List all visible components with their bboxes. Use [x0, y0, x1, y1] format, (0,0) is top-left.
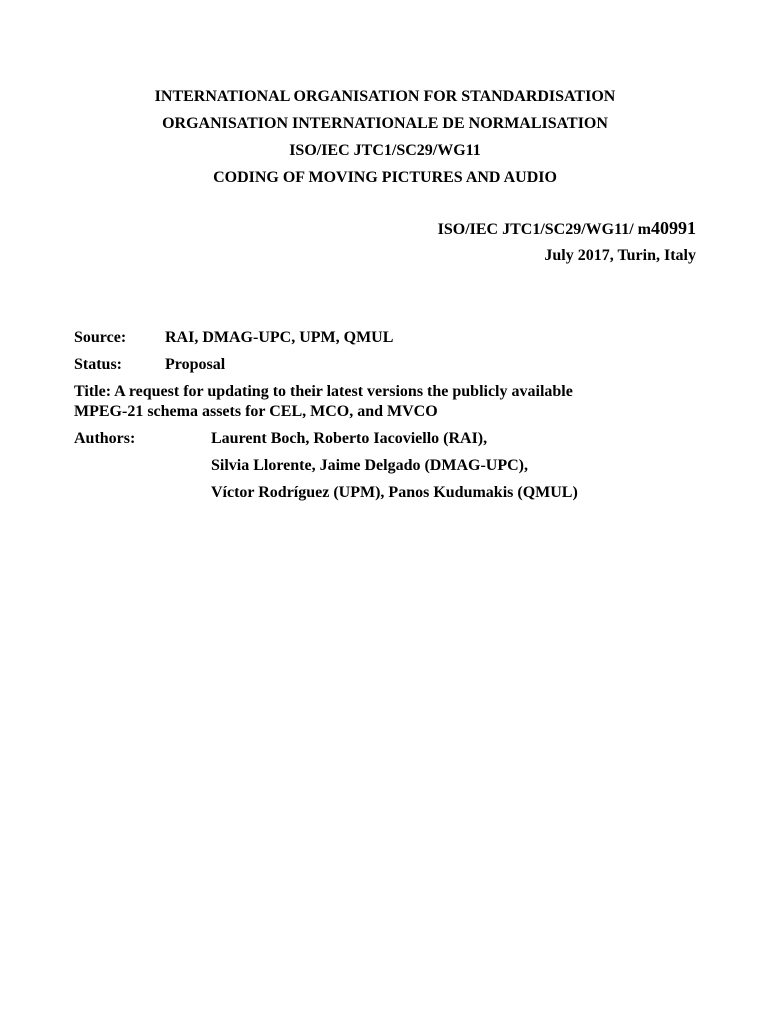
author-line-1: Laurent Boch, Roberto Iacoviello (RAI),	[211, 430, 488, 447]
source-value: RAI, DMAG-UPC, UPM, QMUL	[165, 329, 394, 346]
org-name-english: INTERNATIONAL ORGANISATION FOR STANDARDISATION	[154, 88, 616, 105]
source-label: Source:	[74, 329, 127, 346]
meeting-date-place: July 2017, Turin, Italy	[544, 247, 696, 264]
document-title	[74, 382, 714, 422]
authors-label: Authors:	[74, 430, 136, 447]
status-label: Status:	[74, 356, 123, 373]
author-line-2: Silvia Llorente, Jaime Delgado (DMAG-UPC),	[211, 457, 528, 474]
committee-id: ISO/IEC JTC1/SC29/WG11	[289, 142, 481, 159]
title-line-2: MPEG-21 schema assets for CEL, MCO, and MVCO	[74, 403, 438, 420]
document-number: 40991	[651, 218, 696, 238]
status-value: Proposal	[165, 356, 226, 373]
title-line-1: Title: A request for updating to their latest versions the publicly available	[74, 383, 573, 400]
org-name-french: ORGANISATION INTERNATIONALE DE NORMALISATION	[162, 115, 608, 132]
group-title: CODING OF MOVING PICTURES AND AUDIO	[213, 169, 557, 186]
author-line-3: Víctor Rodríguez (UPM), Panos Kudumakis (QMUL)	[211, 484, 578, 501]
document-reference	[438, 218, 696, 240]
document-reference-prefix: ISO/IEC JTC1/SC29/WG11/ m	[437, 221, 651, 238]
